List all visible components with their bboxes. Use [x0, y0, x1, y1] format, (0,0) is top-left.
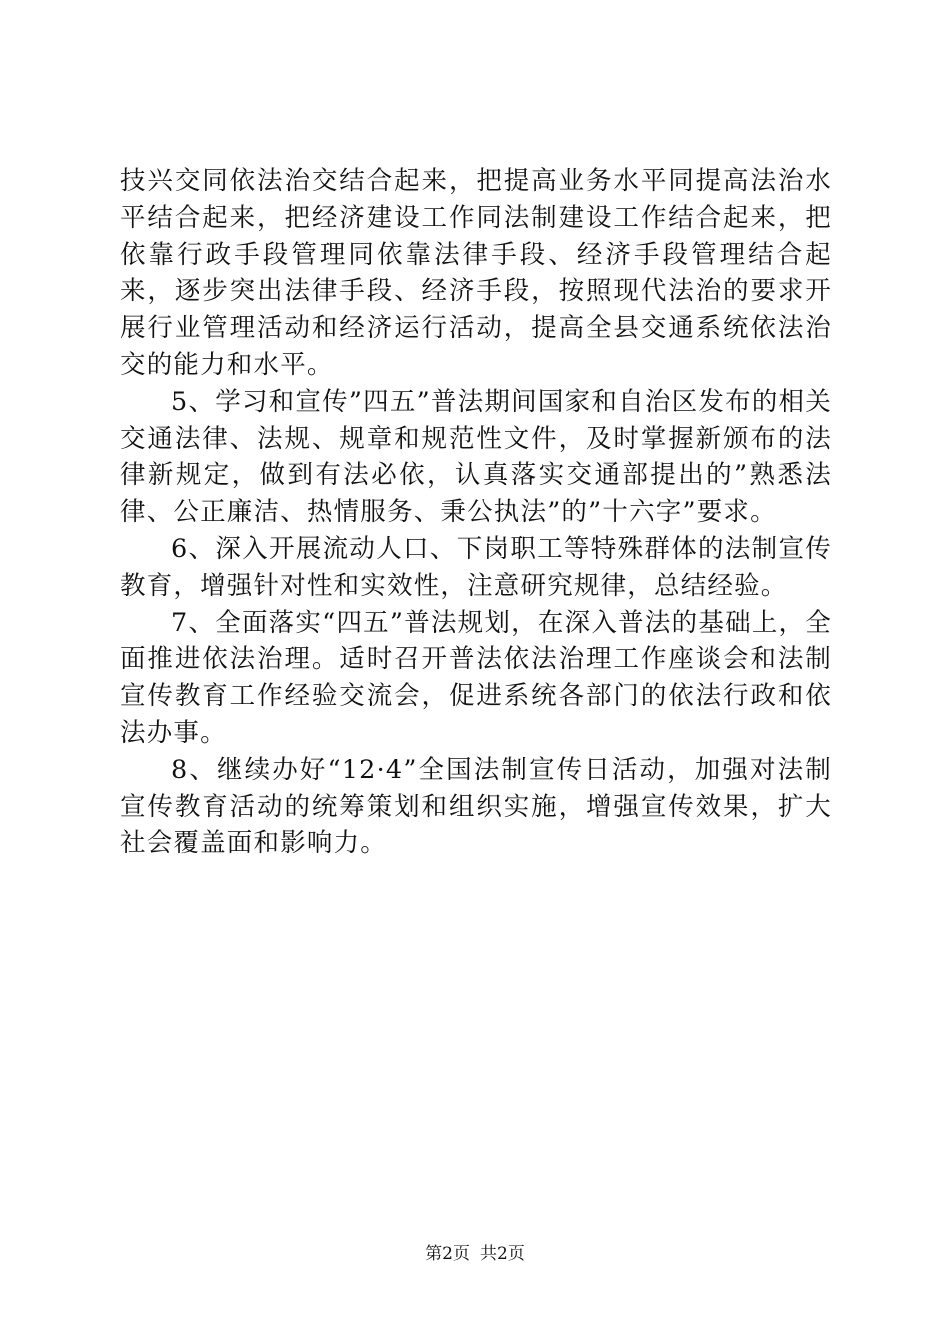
page-footer: [0, 1243, 950, 1265]
paragraph-item-5: 5、学习和宣传”四五”普法期间国家和自治区发布的相关交通法律、法规、规章和规范性文件，及时掌握新颁布的法律新规定，做到有法必依，认真落实交通部提出的”熟悉法律、公正廉洁、热情服务、秉公执法”的”十六字”要求。: [120, 386, 832, 528]
page-total: 共2页: [480, 1244, 525, 1264]
paragraph-item-8: 8、继续办好“12·4”全国法制宣传日活动，加强对法制宣传教育活动的统筹策划和组织实施，增强宣传效果，扩大社会覆盖面和影响力。: [120, 754, 832, 859]
document-body: [120, 163, 832, 862]
paragraph-continuation: 技兴交同依法治交结合起来，把提高业务水平同提高法治水平结合起来，把经济建设工作同法制建设工作结合起来，把依靠行政手段管理同依靠法律手段、经济手段管理结合起来，逐步突出法律手段、经济手段，按照现代法治的要求开展行业管理活动和经济运行活动，提高全县交通系统依法治交的能力和水平。: [120, 166, 832, 380]
paragraph-item-7: 7、全面落实“四五”普法规划，在深入普法的基础上，全面推进依法治理。适时召开普法依法治理工作座谈会和法制宣传教育工作经验交流会，促进系统各部门的依法行政和依法办事。: [120, 607, 832, 748]
paragraph-item-6: 6、深入开展流动人口、下岗职工等特殊群体的法制宣传教育，增强针对性和实效性，注意研究规律，总结经验。: [120, 533, 832, 601]
page-number: 第2页: [425, 1244, 470, 1264]
